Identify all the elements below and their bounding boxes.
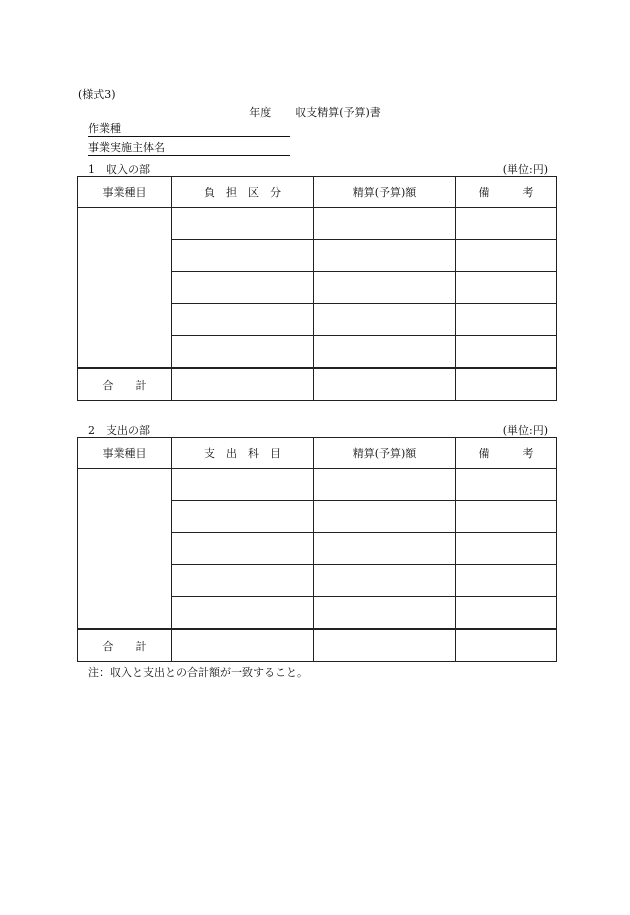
income-cell[interactable]: [314, 336, 456, 369]
income-total-amount[interactable]: [314, 368, 456, 401]
table-row: [78, 208, 557, 240]
income-header-row: [78, 177, 557, 208]
expenditure-col-business-item: 事業種目: [78, 438, 172, 469]
income-cell[interactable]: [172, 336, 314, 369]
income-cell[interactable]: [172, 240, 314, 272]
expenditure-cell[interactable]: [172, 469, 314, 501]
expenditure-col-amount: 精算(予算)額: [314, 438, 456, 469]
expenditure-table: [77, 437, 557, 662]
expenditure-cell[interactable]: [314, 597, 456, 630]
table-row: [78, 469, 557, 501]
income-unit: (単位:円): [502, 163, 548, 176]
organization-field: 事業実施主体名: [88, 141, 290, 156]
income-cell[interactable]: [172, 208, 314, 240]
expenditure-total-amount[interactable]: [314, 629, 456, 662]
income-col-business-item: 事業種目: [78, 177, 172, 208]
expenditure-cell[interactable]: [172, 565, 314, 597]
income-business-item-cell[interactable]: [78, 208, 172, 369]
expenditure-unit: (単位:円): [502, 424, 548, 437]
income-total-row: [78, 368, 557, 401]
income-table: [77, 176, 557, 401]
title-main: 収支精算(予算)書: [295, 106, 381, 119]
income-cell[interactable]: [456, 272, 557, 304]
income-cell[interactable]: [456, 208, 557, 240]
income-col-amount: 精算(予算)額: [314, 177, 456, 208]
income-cell[interactable]: [314, 208, 456, 240]
work-type-field: 作業種: [88, 122, 290, 137]
income-cell[interactable]: [314, 304, 456, 336]
expenditure-col-remarks: 備 考: [456, 438, 557, 469]
expenditure-cell[interactable]: [456, 469, 557, 501]
expenditure-cell[interactable]: [456, 565, 557, 597]
income-col-remarks: 備 考: [456, 177, 557, 208]
expenditure-cell[interactable]: [172, 597, 314, 630]
footnote: 注：収入と支出との合計額が一致すること。: [88, 666, 308, 679]
expenditure-total-label: 合 計: [78, 629, 172, 662]
expenditure-cell[interactable]: [172, 629, 314, 662]
form-number: (様式3): [78, 88, 116, 101]
income-cell[interactable]: [314, 240, 456, 272]
expenditure-cell[interactable]: [314, 469, 456, 501]
income-cell[interactable]: [314, 272, 456, 304]
income-heading: 1 収入の部: [88, 163, 150, 176]
income-cell[interactable]: [172, 304, 314, 336]
expenditure-heading: 2 支出の部: [88, 424, 150, 437]
expenditure-total-row: [78, 629, 557, 662]
expenditure-header-row: [78, 438, 557, 469]
year-label: 年度: [249, 106, 272, 119]
expenditure-cell[interactable]: [314, 565, 456, 597]
expenditure-business-item-cell[interactable]: [78, 469, 172, 630]
expenditure-cell[interactable]: [456, 501, 557, 533]
expenditure-cell[interactable]: [172, 501, 314, 533]
income-cell[interactable]: [456, 336, 557, 369]
document-title: [0, 104, 630, 120]
income-total-label: 合 計: [78, 368, 172, 401]
income-cell[interactable]: [456, 240, 557, 272]
expenditure-cell[interactable]: [456, 597, 557, 630]
income-cell[interactable]: [172, 272, 314, 304]
expenditure-cell[interactable]: [172, 533, 314, 565]
income-cell[interactable]: [456, 304, 557, 336]
expenditure-cell[interactable]: [314, 533, 456, 565]
expenditure-cell[interactable]: [456, 629, 557, 662]
expenditure-cell[interactable]: [456, 533, 557, 565]
income-cell[interactable]: [456, 368, 557, 401]
income-col-burden-category: 負 担 区 分: [172, 177, 314, 208]
income-cell[interactable]: [172, 368, 314, 401]
expenditure-col-expense-item: 支 出 科 目: [172, 438, 314, 469]
expenditure-cell[interactable]: [314, 501, 456, 533]
